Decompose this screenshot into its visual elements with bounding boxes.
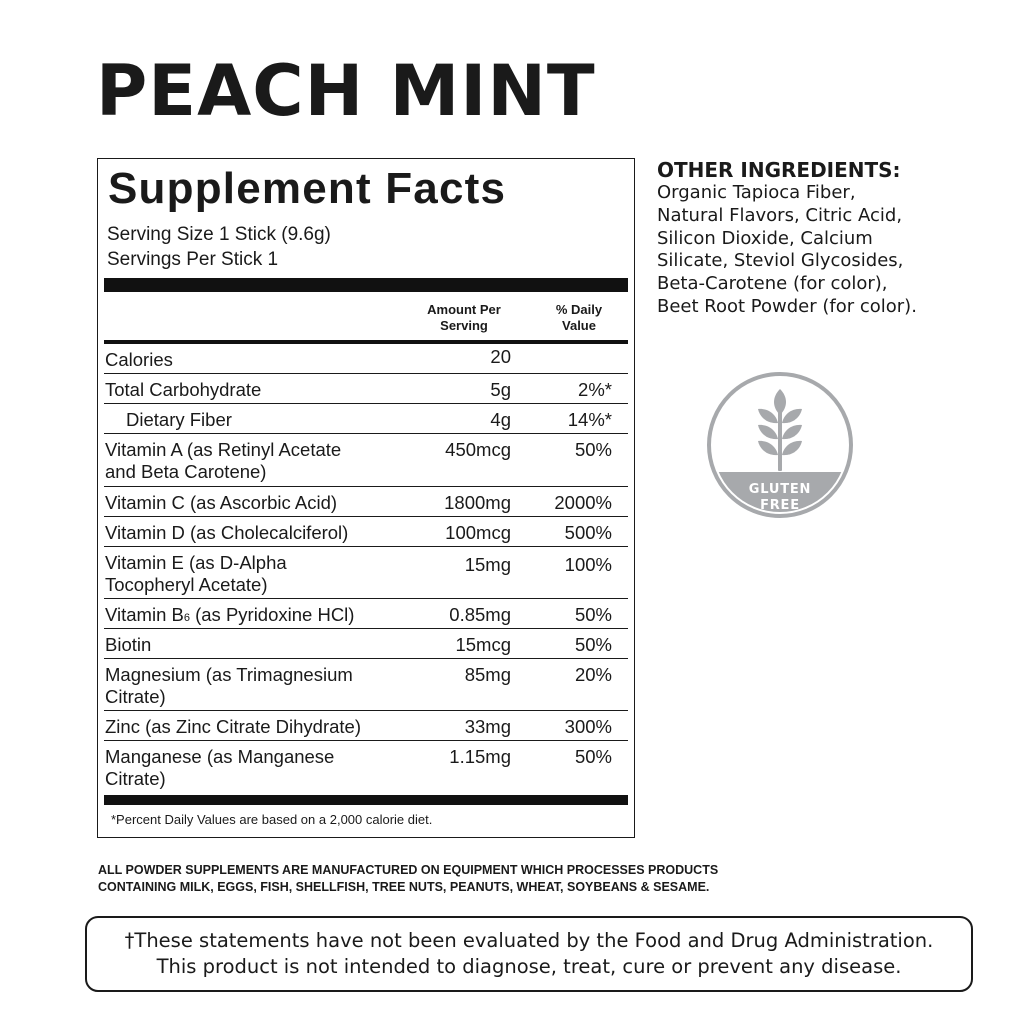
nutrient-name bbox=[105, 604, 405, 629]
thick-divider-bottom bbox=[104, 795, 628, 805]
nutrient-daily-value: 14%* bbox=[567, 409, 612, 430]
nutrient-name: Zinc (as Zinc Citrate Dihydrate) bbox=[105, 716, 361, 737]
nutrient-table bbox=[104, 344, 628, 794]
wheat-icon bbox=[758, 389, 802, 471]
nutrient-daily-value: 300% bbox=[564, 716, 612, 737]
nutrient-daily-value: 2000% bbox=[554, 492, 612, 513]
table-row bbox=[104, 659, 628, 711]
thick-divider-top bbox=[104, 278, 628, 292]
nutrient-name-subscript: 6 bbox=[183, 612, 190, 624]
fda-disclaimer-text: †These statements have not been evaluated by the Food and Drug Administration. This product is not intended to diagnose, treat, cure or prevent any disease. bbox=[124, 929, 934, 978]
nutrient-name: Vitamin E (as D-Alpha Tocopheryl Acetate) bbox=[105, 552, 287, 595]
nutrient-daily-value: 100% bbox=[564, 554, 612, 575]
nutrient-amount: 100mcg bbox=[445, 522, 511, 543]
nutrient-daily-value: 50% bbox=[574, 439, 612, 460]
nutrient-amount: 1800mg bbox=[444, 492, 511, 513]
table-row bbox=[104, 404, 628, 434]
table-row bbox=[104, 629, 628, 659]
nutrient-amount: 5g bbox=[490, 379, 511, 400]
product-title: PEACH MINT bbox=[96, 50, 596, 132]
nutrient-amount: 450mcg bbox=[445, 439, 511, 460]
gluten-free-badge bbox=[706, 371, 854, 519]
nutrient-name-prefix: Vitamin B bbox=[105, 604, 184, 625]
table-row bbox=[104, 487, 628, 517]
nutrient-name: Biotin bbox=[105, 634, 152, 655]
nutrient-daily-value: 20% bbox=[574, 664, 612, 685]
table-row bbox=[104, 374, 628, 404]
nutrient-name-suffix: (as Pyridoxine HCl) bbox=[189, 604, 355, 625]
nutrient-daily-value: 50% bbox=[574, 634, 612, 655]
table-row bbox=[104, 344, 628, 374]
nutrient-amount: 20 bbox=[490, 346, 511, 367]
nutrient-name: Magnesium (as Trimagnesium Citrate) bbox=[105, 664, 353, 707]
servings-per-stick: Servings Per Stick 1 bbox=[107, 249, 279, 270]
nutrient-daily-value: 50% bbox=[574, 604, 612, 625]
nutrient-amount: 85mg bbox=[464, 664, 511, 685]
table-row bbox=[104, 741, 628, 794]
nutrient-name: Dietary Fiber bbox=[126, 409, 232, 430]
fda-disclaimer-box bbox=[85, 916, 973, 992]
other-ingredients-list: Organic Tapioca Fiber, Natural Flavors, Citric Acid, Silicon Dioxide, Calcium Silicate, Steviol Glycosides, Beta-Carotene (for color), Beet Root Powder (for color). bbox=[657, 182, 917, 317]
nutrient-daily-value: 500% bbox=[564, 522, 612, 543]
nutrient-amount: 33mg bbox=[464, 716, 511, 737]
nutrient-name: Manganese (as Manganese Citrate) bbox=[105, 746, 335, 789]
supplement-facts-panel bbox=[97, 158, 635, 838]
other-ingredients-title: OTHER INGREDIENTS: bbox=[657, 158, 901, 182]
table-row bbox=[104, 434, 628, 487]
nutrient-amount: 4g bbox=[490, 409, 511, 430]
other-ingredients bbox=[657, 158, 977, 319]
table-row bbox=[104, 547, 628, 599]
table-row bbox=[104, 599, 628, 629]
nutrient-name: Vitamin D (as Cholecalciferol) bbox=[105, 522, 349, 543]
allergen-statement: ALL POWDER SUPPLEMENTS ARE MANUFACTURED ON EQUIPMENT WHICH PROCESSES PRODUCTS CONTAINING MILK, EGGS, FISH, SHELLFISH, TREE NUTS, PEANUTS, WHEAT, SOYBEANS & SESAME. bbox=[98, 863, 719, 894]
column-header-amount: Amount Per Serving bbox=[427, 302, 501, 333]
table-row bbox=[104, 517, 628, 547]
nutrient-daily-value: 2%* bbox=[578, 379, 612, 400]
badge-text-line2: FREE bbox=[760, 498, 800, 513]
nutrient-daily-value: 50% bbox=[574, 746, 612, 767]
nutrient-amount: 0.85mg bbox=[449, 604, 511, 625]
serving-size: Serving Size 1 Stick (9.6g) bbox=[107, 224, 331, 245]
badge-text-line1: GLUTEN bbox=[748, 482, 812, 497]
nutrient-name: Vitamin A (as Retinyl Acetate and Beta Carotene) bbox=[105, 439, 342, 482]
nutrient-name: Total Carbohydrate bbox=[105, 379, 262, 400]
table-row bbox=[104, 711, 628, 741]
column-header-daily-value: % Daily Value bbox=[555, 302, 603, 333]
nutrient-amount: 1.15mg bbox=[449, 746, 511, 767]
supplement-facts-heading: Supplement Facts bbox=[108, 164, 507, 213]
nutrient-name: Vitamin C (as Ascorbic Acid) bbox=[105, 492, 338, 513]
nutrient-amount: 15mcg bbox=[455, 634, 511, 655]
nutrient-name: Calories bbox=[105, 349, 173, 370]
daily-value-footnote: *Percent Daily Values are based on a 2,000 calorie diet. bbox=[111, 812, 433, 827]
nutrient-amount: 15mg bbox=[464, 554, 511, 575]
